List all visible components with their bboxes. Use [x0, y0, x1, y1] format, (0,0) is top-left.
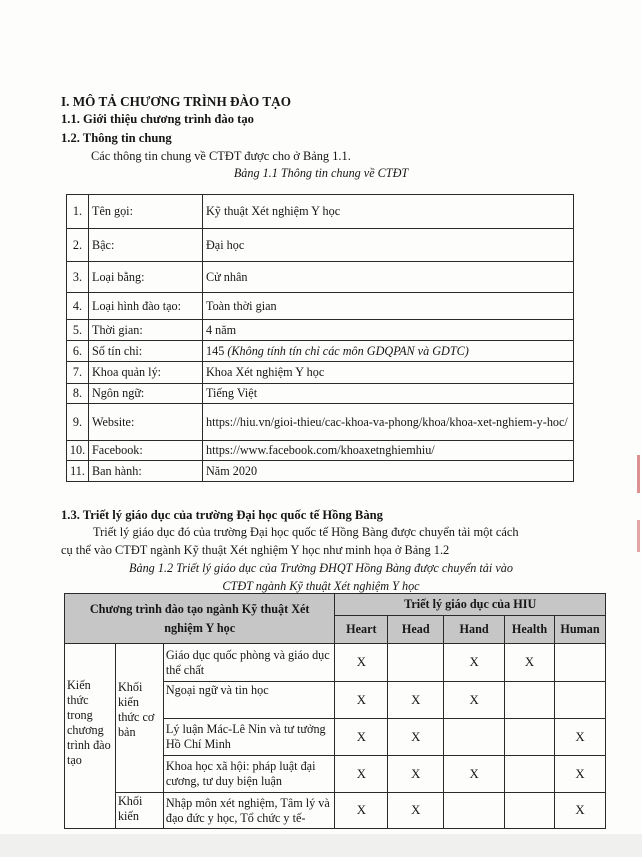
header-philosophy: Triết lý giáo dục của HIU	[335, 594, 606, 616]
row-label: Số tín chỉ:	[89, 341, 203, 362]
row-value	[203, 341, 574, 362]
course-desc: Ngoại ngữ và tin học	[163, 682, 335, 719]
row-label: Loại hình đào tạo:	[89, 293, 203, 320]
page-bottom-edge	[0, 834, 642, 857]
row-label: Khoa quản lý:	[89, 362, 203, 384]
row-number: 7.	[67, 362, 89, 384]
mark	[554, 682, 605, 719]
row-number: 6.	[67, 341, 89, 362]
table-row	[67, 441, 574, 461]
general-info-table	[66, 194, 574, 482]
mark	[505, 793, 555, 829]
row-value: 4 năm	[203, 320, 574, 341]
column-head: Head	[388, 616, 444, 644]
row-value: Toàn thời gian	[203, 293, 574, 320]
mark: X	[388, 719, 444, 756]
mark: X	[335, 756, 388, 793]
table-row	[67, 461, 574, 482]
mark	[554, 644, 605, 682]
mark: X	[554, 719, 605, 756]
row-label: Loại bằng:	[89, 262, 203, 293]
credit-note: (Không tính tín chỉ các môn GDQPAN và GDTC)	[227, 343, 469, 358]
table-row	[67, 384, 574, 404]
table-caption: CTĐT ngành Kỹ thuật Xét nghiệm Y học	[222, 579, 420, 593]
row-number: 11.	[67, 461, 89, 482]
column-health: Health	[505, 616, 555, 644]
table-row	[67, 293, 574, 320]
table-row	[65, 793, 606, 829]
course-desc: Nhập môn xét nghiệm, Tâm lý và đạo đức y học, Tổ chức y tế-	[163, 793, 335, 829]
course-desc: Lý luận Mác-Lê Nin và tư tưởng Hồ Chí Minh	[163, 719, 335, 756]
block-label: Khối kiến thức cơ bản	[115, 644, 163, 793]
table-row	[67, 195, 574, 229]
row-number: 1.	[67, 195, 89, 229]
row-number: 4.	[67, 293, 89, 320]
block-label: Khối kiến	[115, 793, 163, 829]
group-label: Kiến thức trong chương trình đào tạo	[65, 644, 116, 829]
mark: X	[388, 682, 444, 719]
philosophy-table	[64, 593, 606, 829]
mark: X	[444, 682, 505, 719]
row-number: 2.	[67, 229, 89, 262]
row-value: Năm 2020	[203, 461, 574, 482]
mark	[444, 719, 505, 756]
row-label: Thời gian:	[89, 320, 203, 341]
row-value: Cử nhân	[203, 262, 574, 293]
mark: X	[335, 719, 388, 756]
subsection-heading: 1.1. Giới thiệu chương trình đào tạo	[61, 112, 254, 126]
course-desc: Khoa học xã hội: pháp luật đại cương, tư duy biện luận	[163, 756, 335, 793]
table-row	[67, 262, 574, 293]
mark	[444, 793, 505, 829]
subsection-heading: 1.3. Triết lý giáo dục của trường Đại học quốc tế Hồng Bàng	[61, 508, 383, 522]
row-label: Bậc:	[89, 229, 203, 262]
table-row	[67, 404, 574, 441]
mark	[388, 644, 444, 682]
table-row	[65, 644, 606, 682]
subsection-heading: 1.2. Thông tin chung	[61, 131, 172, 145]
facebook-link[interactable]: https://www.facebook.com/khoaxetnghiemhiu/	[203, 441, 574, 461]
column-human: Human	[554, 616, 605, 644]
row-value: Kỹ thuật Xét nghiệm Y học	[203, 195, 574, 229]
red-stamp-edge	[637, 455, 640, 493]
row-label: Website:	[89, 404, 203, 441]
row-number: 3.	[67, 262, 89, 293]
mark: X	[335, 682, 388, 719]
mark: X	[388, 756, 444, 793]
row-number: 9.	[67, 404, 89, 441]
mark	[505, 682, 555, 719]
row-number: 5.	[67, 320, 89, 341]
table-caption: Bảng 1.1 Thông tin chung về CTĐT	[233, 166, 409, 180]
mark: X	[335, 793, 388, 829]
mark: X	[444, 644, 505, 682]
mark	[505, 756, 555, 793]
header-program: Chương trình đào tạo ngành Kỹ thuật Xét nghiệm Y học	[65, 594, 335, 644]
paragraph-line: Triết lý giáo dục đó của trường Đại học quốc tế Hồng Bàng được chuyển tải một cách	[93, 525, 519, 539]
table-caption: Bảng 1.2 Triết lý giáo dục của Trường ĐHQT Hồng Bàng được chuyển tải vào	[129, 561, 513, 575]
row-number: 8.	[67, 384, 89, 404]
paragraph-line: cụ thể vào CTĐT ngành Kỹ thuật Xét nghiệm Y học như minh họa ở Bảng 1.2	[61, 543, 450, 557]
mark: X	[388, 793, 444, 829]
mark: X	[554, 756, 605, 793]
table-row	[67, 362, 574, 384]
row-value: Tiếng Việt	[203, 384, 574, 404]
mark: X	[444, 756, 505, 793]
table-row	[67, 320, 574, 341]
column-hand: Hand	[444, 616, 505, 644]
section-heading: I. MÔ TẢ CHƯƠNG TRÌNH ĐÀO TẠO	[61, 94, 291, 109]
mark: X	[554, 793, 605, 829]
table-row	[67, 341, 574, 362]
course-desc: Giáo dục quốc phòng và giáo dục thể chất	[163, 644, 335, 682]
row-label: Facebook:	[89, 441, 203, 461]
row-value: Đại học	[203, 229, 574, 262]
row-label: Ngôn ngữ:	[89, 384, 203, 404]
intro-text: Các thông tin chung về CTĐT được cho ở Bảng 1.1.	[91, 149, 351, 163]
mark: X	[505, 644, 555, 682]
row-label: Ban hành:	[89, 461, 203, 482]
row-label: Tên gọi:	[89, 195, 203, 229]
row-value: Khoa Xét nghiệm Y học	[203, 362, 574, 384]
credit-count: 145	[206, 343, 225, 358]
mark: X	[335, 644, 388, 682]
row-number: 10.	[67, 441, 89, 461]
mark	[505, 719, 555, 756]
column-heart: Heart	[335, 616, 388, 644]
website-link[interactable]: https://hiu.vn/gioi-thieu/cac-khoa-va-phong/khoa/khoa-xet-nghiem-y-hoc/	[203, 404, 574, 441]
table-row	[67, 229, 574, 262]
red-stamp-edge	[637, 520, 640, 552]
